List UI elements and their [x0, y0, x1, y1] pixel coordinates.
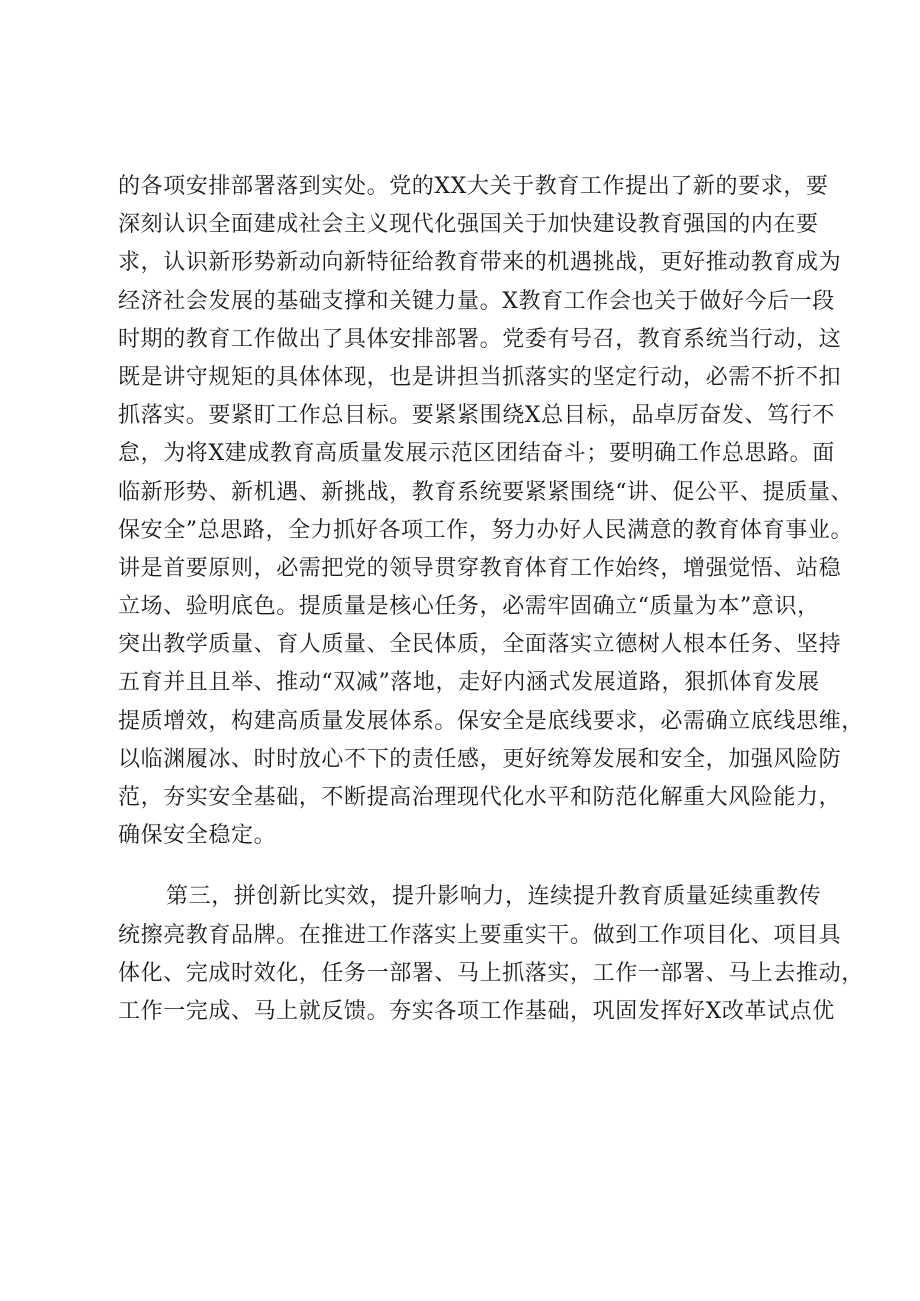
text-line: 的各项安排部署落到实处。党的XX大关于教育工作提出了新的要求，要 [118, 174, 829, 199]
text-line: 工作一完成、马上就反馈。夯实各项工作基础，巩固发挥好X改革试点优 [118, 998, 835, 1024]
text-line: 体化、完成时效化，任务一部署、马上抓落实，工作一部署、马上去推动， [118, 960, 864, 986]
text-line: 讲是首要原则，必需把党的领导贯穿教育体育工作始终，增强觉悟、站稳 [118, 555, 842, 581]
text-line: 提质增效，构建高质量发展体系。保安全是底线要求，必需确立底线思维， [118, 708, 864, 734]
text-line: 抓落实。要紧盯工作总目标。要紧紧围绕X总目标，品卓厉奋发、笃行不 [118, 403, 835, 429]
text-line: 保安全”总思路，全力抓好各项工作，努力办好人民满意的教育体育事业。 [118, 517, 854, 543]
text-line: 时期的教育工作做出了具体安排部署。党委有号召，教育系统当行动，这 [118, 326, 842, 352]
text-line: 求，认识新形势新动向新特征给教育带来的机遇挑战，更好推动教育成为 [118, 250, 842, 276]
text-line: 确保安全稳定。 [118, 823, 277, 849]
text-line: 以临渊履冰、时时放心不下的责任感，更好统筹发展和安全，加强风险防 [118, 746, 842, 772]
body-text [118, 168, 864, 1031]
text-line: 第三，拼创新比实效，提升影响力，连续提升教育质量延续重教传 [166, 884, 822, 910]
text-line: 五育并且且举、推动“双减”落地，走好内涵式发展道路，狠抓体育发展 [118, 670, 820, 696]
text-line: 既是讲守规矩的具体体现，也是讲担当抓落实的坚定行动，必需不折不扣 [118, 364, 842, 390]
text-line: 怠，为将X建成教育高质量发展示范区团结奋斗；要明确工作总思路。面 [118, 441, 835, 467]
paragraph-spacing [118, 855, 808, 878]
paragraph-1 [118, 168, 864, 855]
text-line: 临新形势、新机遇、新挑战，教育系统要紧紧围绕“讲、促公平、提质量、 [118, 479, 854, 505]
paragraph-2 [118, 878, 864, 1031]
text-line: 立场、验明底色。提质量是核心任务，必需牢固确立“质量为本”意识， [118, 594, 820, 620]
text-line: 统擦亮教育品牌。在推进工作落实上要重实干。做到工作项目化、项目具 [118, 922, 842, 948]
text-line: 深刻认识全面建成社会主义现代化强国关于加快建设教育强国的内在要 [118, 212, 819, 238]
text-line: 范，夯实安全基础，不断提高治理现代化水平和防范化解重大风险能力， [118, 785, 842, 810]
text-line: 突出教学质量、育人质量、全民体质，全面落实立德树人根本任务、坚持 [118, 632, 842, 658]
text-line: 经济社会发展的基础支撑和关键力量。X教育工作会也关于做好今后一段 [118, 288, 835, 314]
